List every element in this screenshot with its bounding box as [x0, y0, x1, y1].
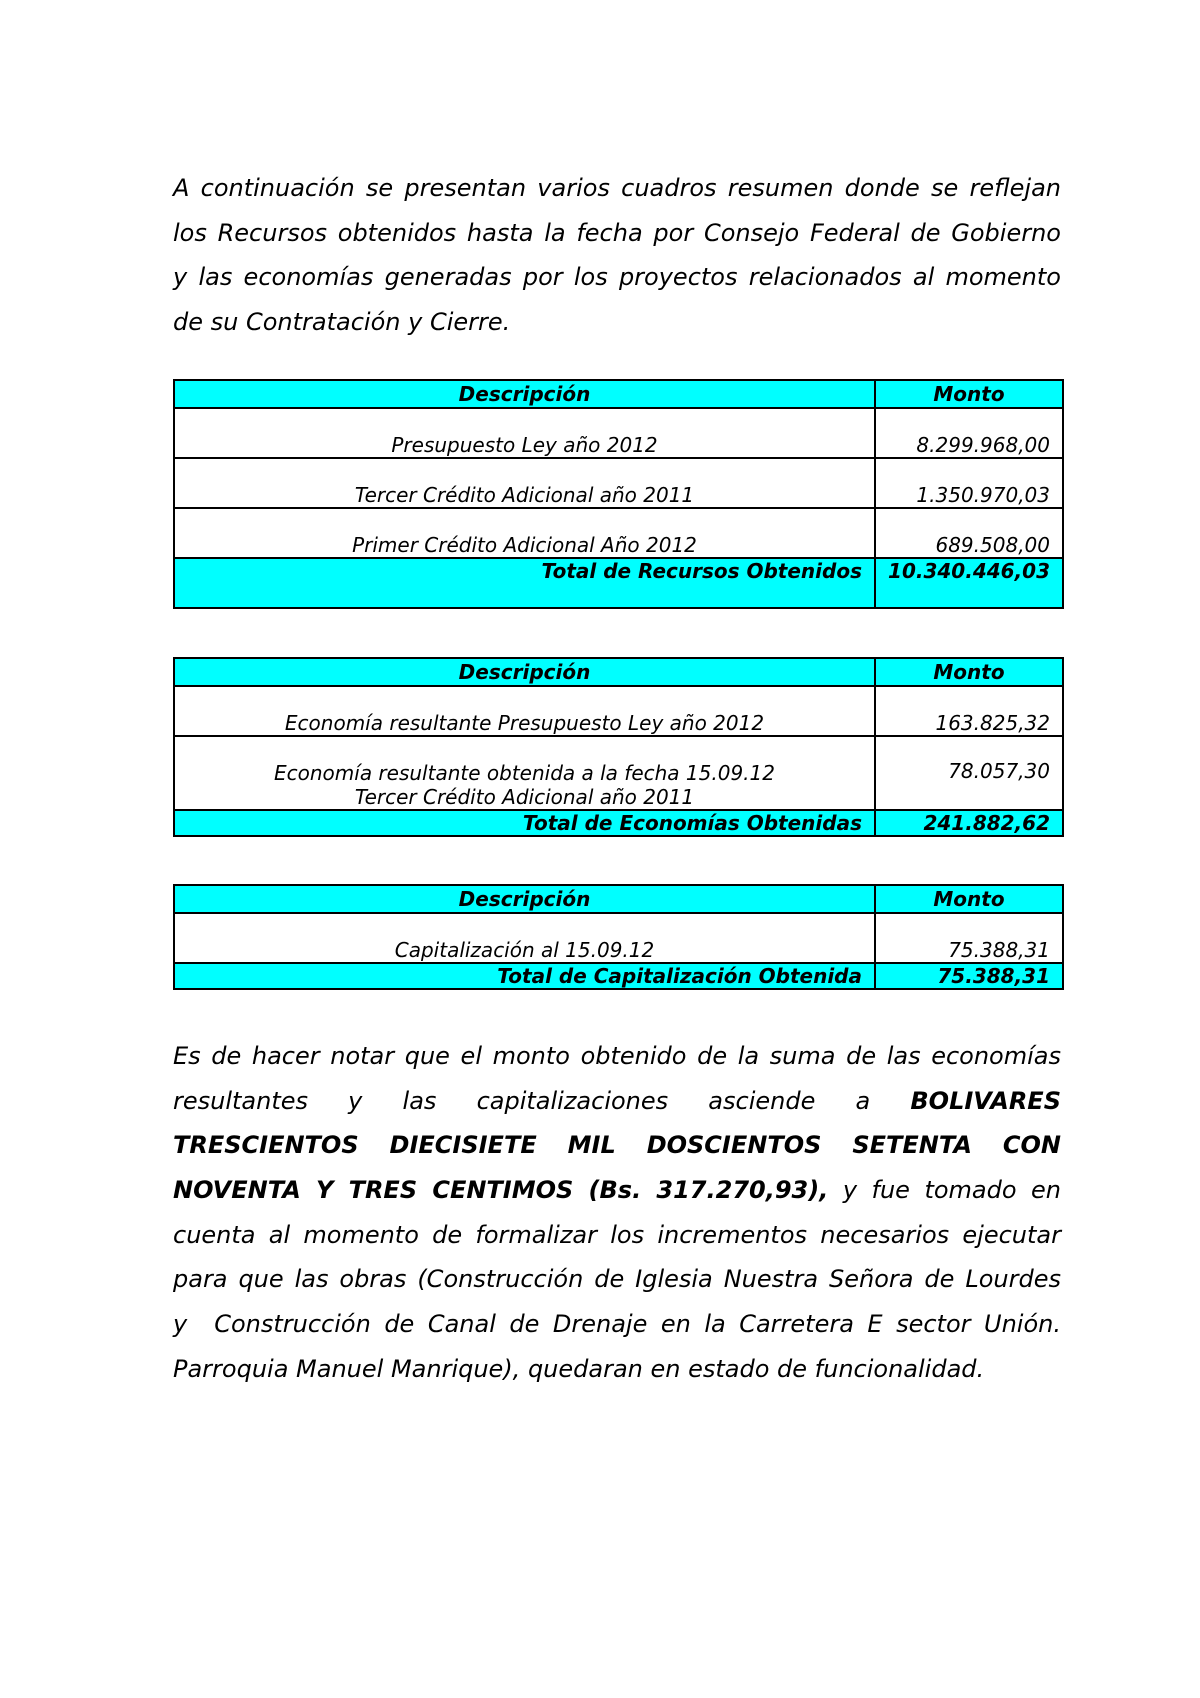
header-description: Descripción — [174, 380, 875, 408]
closing-line: Parroquia Manuel Manrique), quedaran en estado de funcionalidad. — [173, 1354, 985, 1383]
total-description: Total de Capitalización Obtenida — [174, 963, 875, 989]
intro-line: los Recursos obtenidos hasta la fecha por Consejo Federal de Gobierno — [173, 218, 1061, 247]
row-amount: 75.388,31 — [875, 913, 1063, 963]
capitalization-table — [173, 884, 1064, 990]
closing-line — [173, 1168, 1061, 1213]
row-amount: 8.299.968,00 — [875, 408, 1063, 458]
row-description: Capitalización al 15.09.12 — [174, 913, 875, 963]
amount-words: NOVENTA Y TRES CENTIMOS (Bs. 317.270,93), — [173, 1176, 829, 1205]
total-amount: 10.340.446,03 — [875, 558, 1063, 608]
header-description: Descripción — [174, 658, 875, 686]
total-row — [174, 558, 1063, 608]
header-amount: Monto — [875, 380, 1063, 408]
total-description: Total de Economías Obtenidas — [174, 810, 875, 836]
amount-words: TRESCIENTOS DIECISIETE MIL DOSCIENTOS SETENTA CON — [173, 1131, 1061, 1160]
table-row — [174, 458, 1063, 508]
closing-line: para que las obras (Construcción de Iglesia Nuestra Señora de Lourdes — [173, 1265, 1061, 1294]
economies-table — [173, 657, 1064, 837]
closing-text: resultantes y las capitalizaciones asciende a — [173, 1086, 871, 1115]
intro-line: de su Contratación y Cierre. — [173, 308, 511, 337]
table-row — [174, 408, 1063, 458]
closing-text: y fue tomado en — [842, 1176, 1062, 1205]
row-description: Primer Crédito Adicional Año 2012 — [174, 508, 875, 558]
row-description — [174, 736, 875, 810]
row-amount: 163.825,32 — [875, 686, 1063, 736]
amount-words: BOLIVARES — [910, 1086, 1061, 1115]
table-row — [174, 736, 1063, 810]
row-amount: 1.350.970,03 — [875, 458, 1063, 508]
closing-line: y Construcción de Canal de Drenaje en la Carretera E sector Unión. — [173, 1310, 1061, 1339]
total-description: Total de Recursos Obtenidos — [174, 558, 875, 608]
closing-line — [173, 1079, 1061, 1124]
row-description: Tercer Crédito Adicional año 2011 — [174, 458, 875, 508]
row-description: Economía resultante Presupuesto Ley año 2012 — [174, 686, 875, 736]
closing-line: Es de hacer notar que el monto obtenido de la suma de las economías — [173, 1042, 1061, 1070]
header-description: Descripción — [174, 885, 875, 913]
total-row — [174, 963, 1063, 989]
row-amount: 78.057,30 — [875, 736, 1063, 810]
closing-paragraph — [173, 1034, 1061, 1392]
total-amount: 75.388,31 — [875, 963, 1063, 989]
table-header — [174, 380, 1063, 408]
table-header — [174, 885, 1063, 913]
closing-line — [173, 1123, 1061, 1168]
row-amount: 689.508,00 — [875, 508, 1063, 558]
intro-paragraph — [173, 166, 1061, 345]
table-header — [174, 658, 1063, 686]
table-row — [174, 913, 1063, 963]
total-row — [174, 810, 1063, 836]
intro-line: A continuación se presentan varios cuadros resumen donde se reflejan — [173, 174, 1061, 202]
intro-line: y las economías generadas por los proyectos relacionados al momento — [173, 263, 1061, 292]
table-row — [174, 508, 1063, 558]
header-amount: Monto — [875, 885, 1063, 913]
total-amount: 241.882,62 — [875, 810, 1063, 836]
row-description: Presupuesto Ley año 2012 — [174, 408, 875, 458]
header-amount: Monto — [875, 658, 1063, 686]
resources-table — [173, 379, 1064, 609]
row-description-line: Tercer Crédito Adicional año 2011 — [354, 785, 695, 809]
closing-line: cuenta al momento de formalizar los incrementos necesarios ejecutar — [173, 1220, 1061, 1249]
row-description-line: Economía resultante obtenida a la fecha 15.09.12 — [274, 761, 775, 785]
table-row — [174, 686, 1063, 736]
